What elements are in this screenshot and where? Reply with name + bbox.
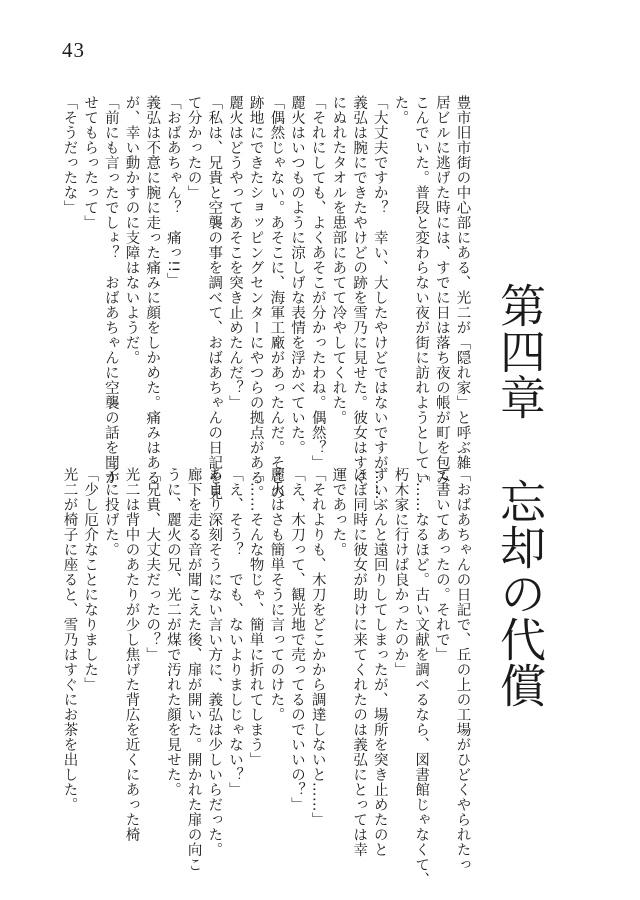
text-column: 「少し厄介なことになりました」 — [82, 467, 99, 692]
text-column: にぬれたタオルを患部にあてて冷やしてくれた。 — [330, 95, 347, 425]
text-column: ほぼ同時に彼女が助けに来てくれたのは義弘にとっては幸 — [351, 467, 368, 857]
text-column: 「それにしても、よくあそこが分かったわね。偶然？」 — [309, 95, 326, 470]
text-column: 光二が椅子に座ると、雪乃はすぐにお茶を出した。 — [61, 467, 78, 812]
text-column: 跡地にできたショッピングセンターにやつらの拠点がある。 — [247, 95, 264, 500]
text-column: 麗火はどうやってあそこを突き止めたんだ？」 — [226, 95, 243, 410]
text-column: て分かったの」 — [185, 95, 202, 200]
text-column: 「偶然じゃない。あそこに、海軍工廠があったんだ。そこの — [268, 95, 285, 500]
text-column: 「私は、兄貴と空襲の事を調べて、おばあちゃんの日記を見 — [206, 95, 223, 500]
text-column: こんでいた。普段と変わらない夜が街に訪れようとしてい — [413, 95, 430, 485]
text-column: 「兄貴、大丈夫だったの？」 — [144, 467, 161, 662]
text-column: 麗火はさも簡単そうに言ってのけた。 — [268, 467, 285, 722]
text-column: あまり深刻そうにない言い方に、義弘は少しいらだった。 — [206, 467, 223, 857]
text-column: 義弘は不意に腕に走った痛みに顔をしかめた。痛みはある — [144, 95, 161, 485]
text-column: た。 — [392, 95, 409, 125]
text-column: 光二は背中のあたりが少し焦げた背広を近くにあった椅 — [123, 467, 140, 842]
text-column: 朽木家に行けば良かったのか」 — [392, 467, 409, 677]
text-column: 「大丈夫ですか？ 幸い、大したやけどではないですが……」 — [371, 95, 388, 515]
text-column: 「え、そう？ でも、ないよりましじゃない？」 — [226, 467, 243, 797]
text-column: 「前にも言ったでしょ？ おばあちゃんに空襲の話を聞か — [102, 95, 119, 485]
text-column: ずいぶんと遠回りしてしまったが、場所を突き止めたのと — [371, 467, 388, 857]
text-column: 子に投げた。 — [102, 467, 119, 557]
chapter-title: 忘却の代償 — [493, 478, 547, 708]
text-column: 「え、木刀って、観光地で売ってるのでいいの？」 — [289, 467, 306, 812]
text-column: 運であった。 — [330, 467, 347, 557]
text-column: て書いてあったの。それで」 — [433, 467, 450, 662]
text-column: 「……そんな物じゃ、簡単に折れてしまう」 — [247, 467, 264, 767]
text-column: 居ビルに逃げた時には、すでに日は落ち夜の帳が町を包み — [433, 95, 450, 485]
text-column: 義弘は腕にできたやけどの跡を雪乃に見せた。彼女はすぐ — [351, 95, 368, 485]
text-column: 「……なるほど。古い文献を調べるなら、図書館じゃなくて、 — [413, 467, 430, 887]
text-column: うに、麗火の兄、光二が煤で汚れた顔を見せた。 — [164, 467, 181, 797]
text-column: 「おばあちゃん？ 痛っ!!」 — [164, 95, 181, 288]
page-number: 43 — [62, 38, 85, 62]
text-column: 豊市旧市街の中心部にある、光二が「隠れ家」と呼ぶ雑 — [454, 95, 471, 470]
text-column: 「おばあちゃんの日記で、丘の上の工場がひどくやられたっ — [454, 467, 471, 872]
text-column: 麗火はいつものように涼しげな表情を浮かべていた。 — [289, 95, 306, 455]
text-column: が、幸い動かすのに支障はないようだ。 — [123, 95, 140, 365]
text-column: 「それよりも、木刀をどこかから調達しないと……」 — [309, 467, 326, 827]
text-column: 廊下を走る音が聞こえた後、扉が開いた。開かれた扉の向こ — [185, 467, 202, 872]
chapter-number: 第四章 — [493, 282, 547, 420]
text-column: 「そうだったな」 — [61, 95, 78, 215]
text-column: せてもらったって」 — [82, 95, 99, 230]
